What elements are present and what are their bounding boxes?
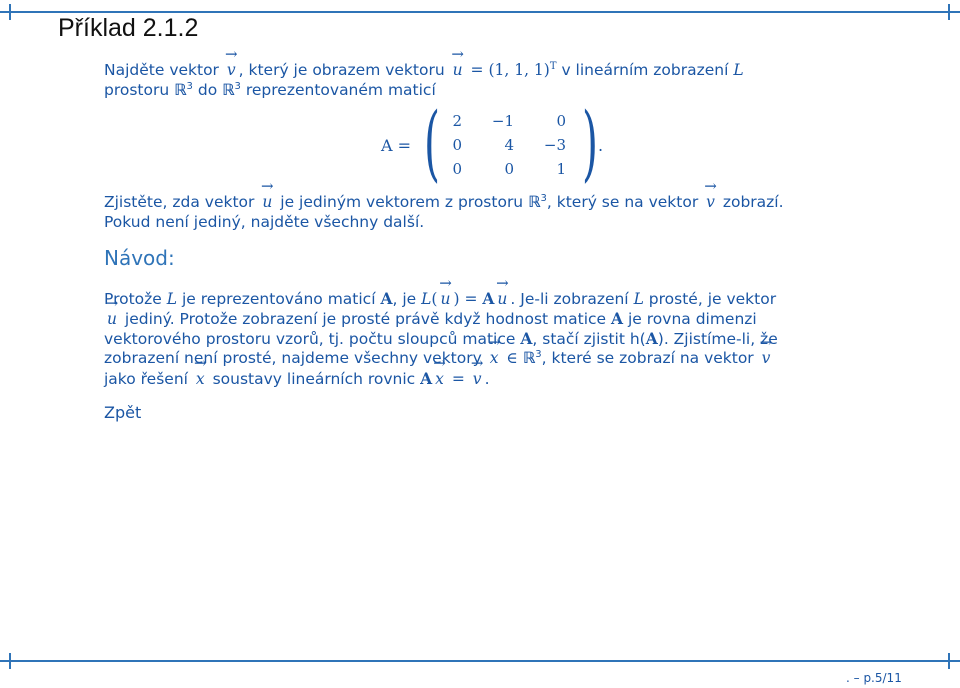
hint-line-5: jako řešení → x soustavy lineárních rovnic A→ x = → v . <box>104 368 924 390</box>
real-numbers-symbol: ℝ <box>528 193 541 211</box>
question-line-1: Zjistěte, zda vektor → u je jediným vektorem z prostoru ℝ$^3$, který se na vektor → v zobrazí. <box>104 192 924 213</box>
matrix-cell: −1 <box>491 112 514 130</box>
bottom-frame-line <box>0 660 960 662</box>
vector-v: → v <box>470 369 485 390</box>
page-number: . – p.5/11 <box>846 671 902 685</box>
vector-v: → v <box>703 192 718 213</box>
matrix-cell: 0 <box>452 136 462 154</box>
vector-u: → u <box>494 289 510 310</box>
vector-v: → v <box>759 348 774 369</box>
vector-x: → x <box>487 348 502 369</box>
matrix-label: A = <box>381 136 412 155</box>
vector-u: → u <box>450 60 466 81</box>
real-numbers-symbol: ℝ <box>522 349 536 367</box>
hint-line-4: zobrazení není prosté, najdeme všechny vektory → x ∈ ℝ$^3$, které se zobrazí na vektor → v <box>104 348 924 369</box>
vector-u: → u <box>437 289 453 310</box>
matrix-period: . <box>598 136 604 155</box>
right-paren: ) <box>582 96 598 191</box>
corner-tick-top-right <box>948 4 950 20</box>
vector-x: → x <box>193 369 208 390</box>
hint-line-1: Protože L je reprezentováno maticí A, je L(→ u ) = A→ u . Je-li zobrazení L prosté, je vektor <box>104 288 924 310</box>
matrix-cell: 2 <box>452 112 462 130</box>
vector-u: → u <box>104 309 120 330</box>
matrix-cell: 1 <box>556 160 566 178</box>
matrix-cell: 0 <box>556 112 566 130</box>
corner-tick-top-left <box>9 4 11 20</box>
matrix-A <box>424 96 598 191</box>
hint-heading: Návod: <box>104 246 175 270</box>
problem-line-2: prostoru ℝ$^3$ do ℝ$^3$ reprezentovaném maticí <box>104 80 436 99</box>
problem-line-1: Najděte vektor → v , který je obrazem vektoru → u = (1, 1, 1)$^T$ v lineárním zobrazení L <box>104 60 924 81</box>
hint-line-3: vektorového prostoru vzorů, tj. počtu sloupců matice A, stačí zjistit h(A). Zjistíme-li, že <box>104 329 778 348</box>
matrix-cell: 0 <box>452 160 462 178</box>
matrix-cell: −3 <box>543 136 566 154</box>
top-frame-line <box>0 11 960 13</box>
hint-line-2: → u jediný. Protože zobrazení je prosté právě když hodnost matice A je rovna dimenzi <box>104 308 924 330</box>
back-link[interactable]: Zpět <box>104 403 142 422</box>
vector-u: → u <box>259 192 275 213</box>
question-line-2: Pokud není jediný, najděte všechny další. <box>104 213 425 231</box>
matrix-cell: 4 <box>504 136 514 154</box>
left-paren: ( <box>424 96 440 191</box>
page-title: Příklad 2.1.2 <box>58 14 199 42</box>
vector-v: → v <box>224 60 239 81</box>
real-numbers-symbol: ℝ <box>174 81 187 99</box>
matrix-cell: 0 <box>504 160 514 178</box>
corner-tick-bottom-left <box>9 653 11 669</box>
vector-x: → x <box>432 369 447 390</box>
real-numbers-symbol: ℝ <box>222 81 235 99</box>
corner-tick-bottom-right <box>948 653 950 669</box>
